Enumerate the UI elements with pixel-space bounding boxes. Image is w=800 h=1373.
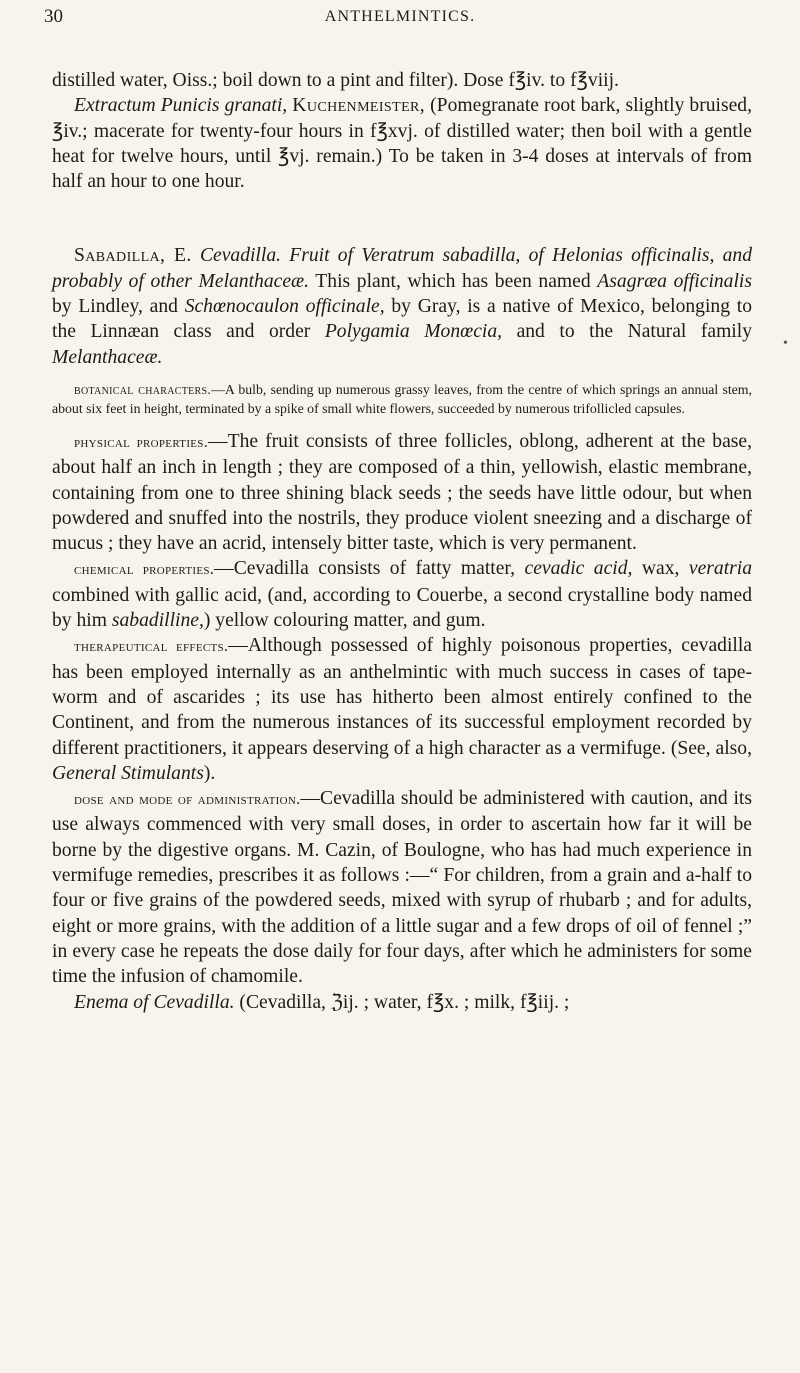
physical-label: physical properties. bbox=[74, 433, 209, 451]
chemical-text-1: —Cevadilla consists of fatty matter, bbox=[214, 558, 525, 580]
chemical-veratria: veratria bbox=[688, 558, 753, 580]
paragraph-chemical bbox=[52, 556, 752, 633]
section-gap bbox=[52, 194, 752, 243]
paragraph-continuation bbox=[52, 68, 752, 93]
chemical-label: chemical properties. bbox=[74, 561, 215, 579]
botanical-text: —A bulb, sending up numerous grassy leaves, from the centre of which springs an annual stem, about six feet in height, terminated by a spike of small white flowers, succeeded by numerous trifollicled capsules. bbox=[52, 381, 752, 417]
sabadilla-class: Polygamia Monœcia, bbox=[324, 321, 503, 343]
enema-title: Enema of Cevadilla. bbox=[74, 991, 235, 1013]
extractum-author: Kuchenmeister, bbox=[292, 95, 426, 117]
sabadilla-text-4: and to the Natural family bbox=[502, 321, 752, 343]
page-header bbox=[0, 6, 800, 38]
extractum-title: Extractum Punicis granati, bbox=[74, 95, 288, 117]
page-number: 30 bbox=[44, 6, 63, 27]
paragraph-botanical bbox=[52, 380, 752, 419]
therapeutical-text-1: —Although possessed of highly poisonous properties, cevadilla has been employed internally as an anthelmintic with much success in cases of tape-worm and of ascarides ; its use has hitherto been almost entirely confined to the Continent, and from the numerous instances of its successful employment recorded by different practitioners, it appears deserving of a high character as a vermifuge. (See, also, bbox=[52, 635, 752, 759]
therapeutical-label: therapeutical effects. bbox=[74, 638, 229, 656]
sabadilla-text-1: This plant, which has been named bbox=[309, 270, 598, 292]
enema-text: (Cevadilla, ℨij. ; water, f℥x. ; milk, f℥iij. ; bbox=[234, 991, 570, 1013]
extractum-text: (Pomegranate root bark, slightly bruised, ℥iv.; macerate for twenty-four hours in f℥xvj. of distilled water; then boil with a gentle heat for twelve hours, until ℥vj. remain.) To be taken in 3-4 doses at intervals of from half an hour to one hour. bbox=[52, 95, 752, 193]
therapeutical-reference: General Stimulants bbox=[52, 762, 204, 784]
paragraph-dose bbox=[52, 786, 752, 989]
sabadilla-species-2: Schœnocaulon officinale, bbox=[184, 296, 385, 318]
paragraph-enema bbox=[52, 990, 752, 1015]
dose-label: dose and mode of administration. bbox=[74, 791, 301, 809]
margin-mark: • bbox=[783, 336, 788, 351]
paragraph-physical bbox=[52, 429, 752, 556]
chemical-cevadic-acid: cevadic acid, bbox=[524, 558, 633, 580]
paragraph-sabadilla bbox=[52, 243, 752, 369]
chemical-text-3: combined with gallic acid, (and, according to Couerbe, a second crystalline body named by him bbox=[52, 584, 752, 632]
sabadilla-text-2: by Lindley, and bbox=[52, 296, 185, 318]
paragraph-extractum bbox=[52, 93, 752, 194]
running-head: ANTHELMINTICS. bbox=[324, 8, 476, 25]
chemical-sabadilline: sabadilline, bbox=[111, 610, 204, 632]
paragraph-therapeutical bbox=[52, 633, 752, 786]
sabadilla-family: Melanthaceæ. bbox=[52, 346, 163, 368]
sabadilla-text-3: by Gray, is a native of Mexico, belonging to the Linnæan class and order bbox=[52, 296, 753, 343]
chemical-text-4: ) yellow colouring matter, and gum. bbox=[203, 610, 486, 632]
continuation-text: distilled water, Oiss.; boil down to a pint and filter). Dose f℥iv. to f℥viij. bbox=[52, 70, 619, 91]
physical-text: —The fruit consists of three follicles, oblong, adherent at the base, about half an inch in length ; they are composed of a thin, yellowish, elastic membrane, containing from one to three shining black seeds ; the seeds have little odour, but when powdered and snuffed into the nostrils, they produce violent sneezing and a discharge of mucus ; they have an acrid, intensely bitter taste, which is very permanent. bbox=[52, 430, 752, 555]
page-body bbox=[52, 68, 752, 1015]
chemical-text-2: wax, bbox=[632, 558, 689, 580]
dose-text: —Cevadilla should be administered with caution, and its use always commenced with very small doses, in order to ascertain how far it will be borne by the digestive organs. M. Cazin, of Boulogne, who has had much experience in vermifuge remedies, prescribes it as follows :—“ For children, from a grain and a-half to four or five grains of the powdered seeds, mixed with syrup of rhubarb ; and for adults, eight or more grains, with the addition of a little sugar and a few drops of oil of fennel ;” in every case he repeats the dose daily for four days, after which he administers for some time the infusion of chamomile. bbox=[52, 788, 752, 988]
sabadilla-heading: Sabadilla, E. bbox=[74, 245, 192, 267]
botanical-label: botanical characters. bbox=[74, 381, 212, 397]
sabadilla-synonym: Cevadilla. Fruit of Veratrum sabadilla, of Helonias officinalis, and probably of other Melanthaceæ. bbox=[52, 245, 753, 292]
sabadilla-species-1: Asagræa officinalis bbox=[597, 270, 752, 292]
therapeutical-text-2: ). bbox=[203, 762, 216, 784]
